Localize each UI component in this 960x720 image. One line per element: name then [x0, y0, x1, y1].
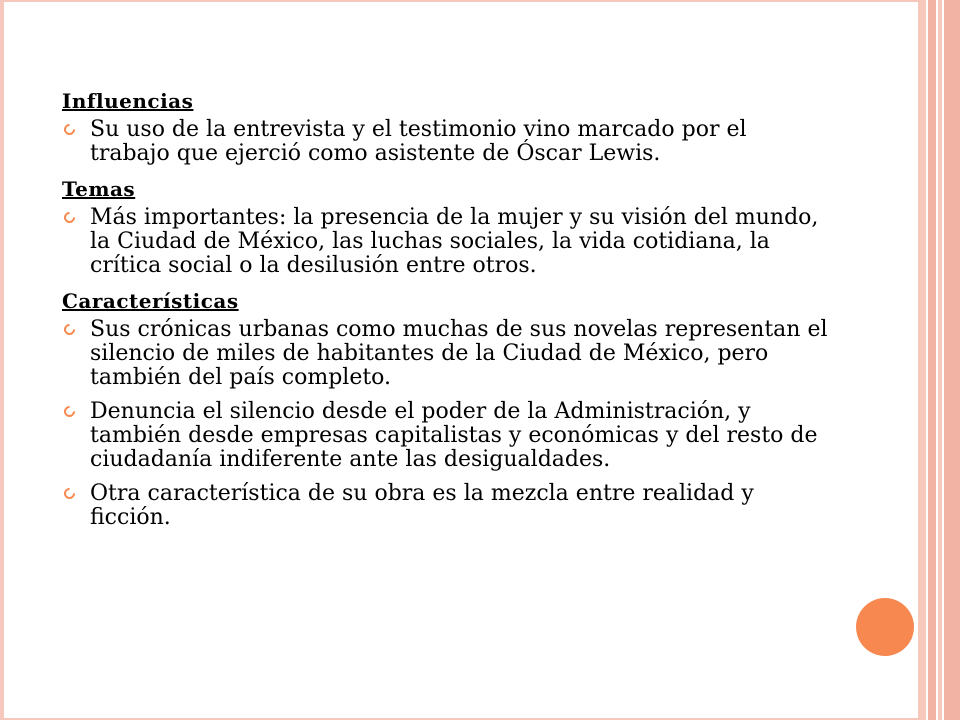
bullet-item [62, 482, 832, 530]
bullet-item [62, 118, 832, 166]
slide-content [62, 82, 832, 540]
bullet-icon [62, 486, 78, 502]
bullet-icon [62, 404, 78, 420]
bullet-item [62, 318, 832, 390]
bullet-text: Otra característica de su obra es la mezcla entre realidad y ficción. [90, 481, 754, 530]
heading-caracteristicas: Características [62, 289, 239, 313]
heading-temas: Temas [62, 177, 136, 201]
bullet-item [62, 206, 832, 278]
decorative-stripes [918, 0, 960, 720]
heading-influencias: Influencias [62, 89, 194, 113]
bullet-text: Su uso de la entrevista y el testimonio vino marcado por el trabajo que ejerció como asistente de Óscar Lewis. [90, 117, 747, 166]
bullet-icon [62, 210, 78, 226]
bullet-text: Sus crónicas urbanas como muchas de sus novelas representan el silencio de miles de habitantes de la Ciudad de México, pero también del país completo. [90, 317, 828, 390]
accent-circle [856, 598, 914, 656]
bullet-icon [62, 122, 78, 138]
bullet-text: Denuncia el silencio desde el poder de la Administración, y también desde empresas capitalistas y económicas y del resto de ciudadanía indiferente ante las desigualdades. [90, 399, 818, 472]
bullet-text: Más importantes: la presencia de la mujer y su visión del mundo, la Ciudad de México, las luchas sociales, la vida cotidiana, la crítica social o la desilusión entre otros. [90, 205, 819, 278]
bullet-item [62, 400, 832, 472]
bullet-icon [62, 322, 78, 338]
